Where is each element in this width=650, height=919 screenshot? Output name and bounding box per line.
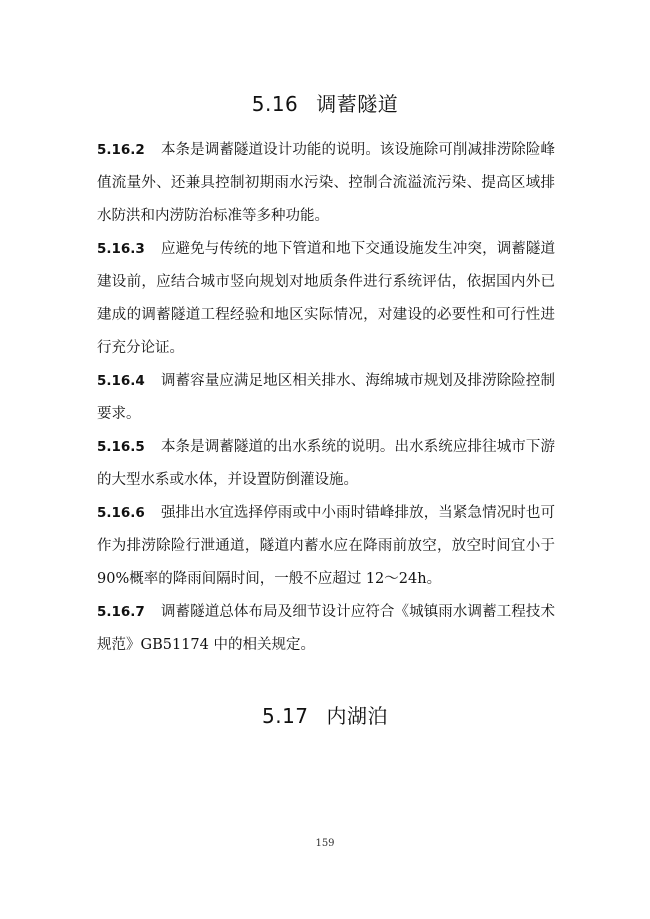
section-title-5-17 bbox=[0, 700, 650, 729]
page-number: 159 bbox=[315, 838, 335, 849]
clause-text: 强排出水宜选择停雨或中小雨时错峰排放，当紧急情况时也可作为排涝除险行泄通道，隧道内蓄水应在降雨前放空，放空时间宜小于 90%概率的降雨间隔时间，一般不应超过 12～24h。 bbox=[97, 505, 555, 587]
clause-5-16-3 bbox=[97, 233, 555, 365]
clause-number: 5.16.6 bbox=[97, 505, 145, 521]
clause-number: 5.16.5 bbox=[97, 439, 145, 455]
clause-number: 5.16.7 bbox=[97, 604, 145, 620]
clause-number: 5.16.3 bbox=[97, 241, 145, 257]
clause-text: 本条是调蓄隧道的出水系统的说明。出水系统应排往城市下游的大型水系或水体，并设置防倒灌设施。 bbox=[97, 439, 555, 488]
clause-number: 5.16.2 bbox=[97, 142, 145, 158]
clause-number: 5.16.4 bbox=[97, 373, 145, 389]
clause-5-16-2 bbox=[97, 134, 555, 233]
clause-text: 应避免与传统的地下管道和地下交通设施发生冲突，调蓄隧道建设前，应结合城市竖向规划对地质条件进行系统评估，依据国内外已建成的调蓄隧道工程经验和地区实际情况，对建设的必要性和可行性进行充分论证。 bbox=[97, 241, 555, 356]
section-title-5-16 bbox=[0, 88, 650, 117]
clause-text: 调蓄容量应满足地区相关排水、海绵城市规划及排涝除险控制要求。 bbox=[97, 373, 555, 422]
clause-text: 本条是调蓄隧道设计功能的说明。该设施除可削减排涝除险峰值流量外、还兼具控制初期雨水污染、控制合流溢流污染、提高区域排水防洪和内涝防治标准等多种功能。 bbox=[97, 142, 555, 224]
clause-text: 调蓄隧道总体布局及细节设计应符合《城镇雨水调蓄工程技术规范》GB51174 中的相关规定。 bbox=[97, 604, 555, 653]
section-number: 5.17 bbox=[261, 704, 309, 728]
section-title-text: 内湖泊 bbox=[326, 704, 389, 728]
clause-5-16-7 bbox=[97, 596, 555, 662]
clause-5-16-4 bbox=[97, 365, 555, 431]
section-number: 5.16 bbox=[251, 92, 299, 116]
clause-list bbox=[97, 134, 555, 662]
clause-5-16-5 bbox=[97, 431, 555, 497]
section-title-text: 调蓄隧道 bbox=[316, 92, 399, 116]
clause-5-16-6 bbox=[97, 497, 555, 596]
